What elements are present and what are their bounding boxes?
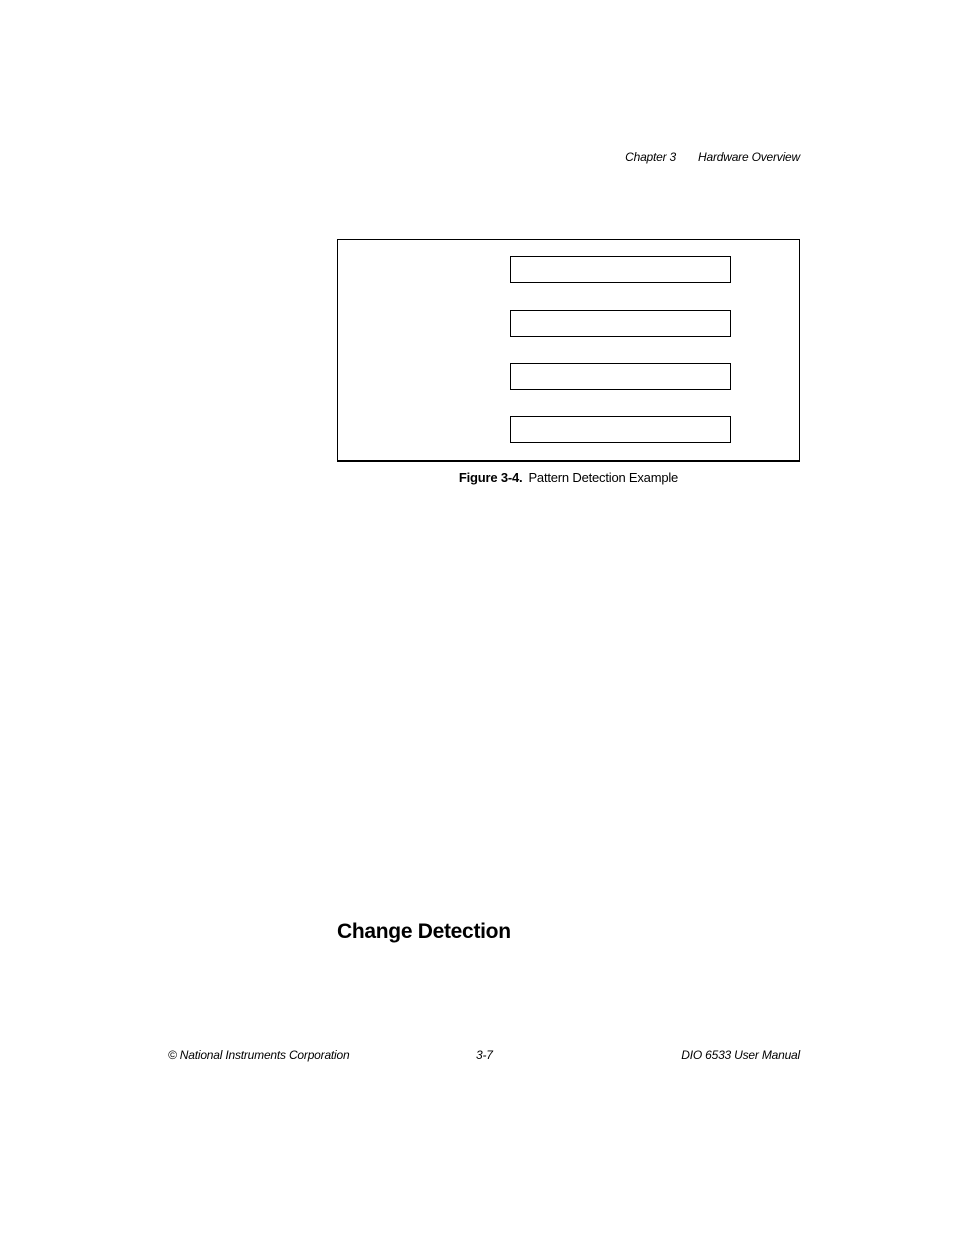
figure-label: Figure 3-4. [458,470,523,485]
header-chapter: Chapter 3 [625,150,677,164]
header-section: Hardware Overview [698,150,800,164]
pattern-box-3 [510,363,731,390]
pattern-box-4 [510,416,731,443]
page-number: 3-7 [476,1048,493,1062]
pattern-detection-figure [337,239,800,462]
running-header [600,150,800,164]
pattern-box-2 [510,310,731,337]
pattern-box-1 [510,256,731,283]
figure-caption [337,470,800,485]
footer-manual-title: DIO 6533 User Manual [681,1048,800,1062]
figure-title: Pattern Detection Example [528,470,679,485]
section-heading: Change Detection [337,920,511,943]
footer-copyright: © National Instruments Corporation [168,1048,350,1062]
